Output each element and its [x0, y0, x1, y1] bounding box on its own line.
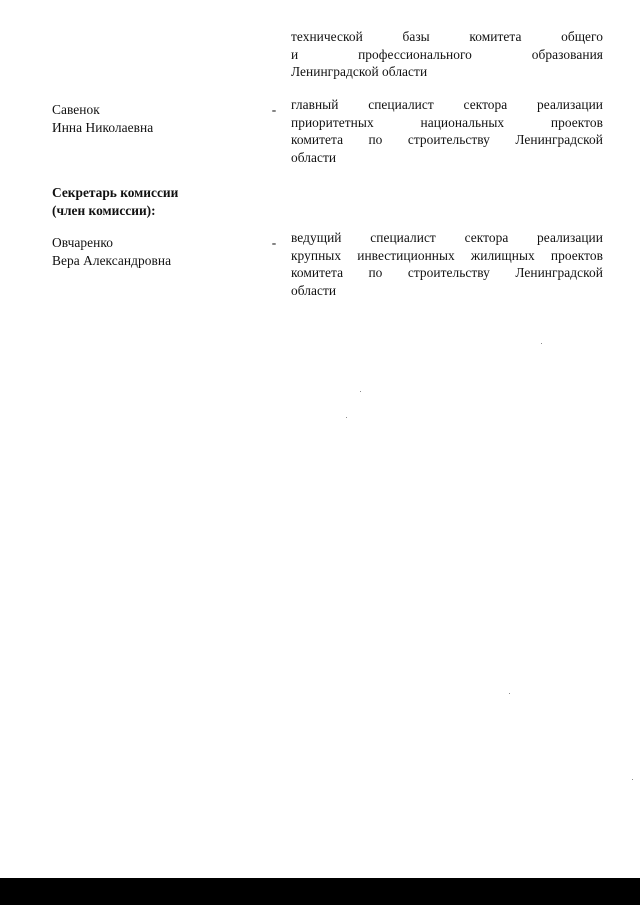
- role-line: крупных инвестиционных жилищных проектов: [291, 247, 603, 263]
- scan-speck: [632, 779, 633, 780]
- role-line: ведущий специалист сектора реализации: [291, 230, 603, 245]
- role-line: комитета по строительству Ленинградской: [291, 132, 603, 147]
- separator-dash: -: [271, 102, 277, 117]
- scan-speck: [360, 391, 361, 392]
- member-role-savenok: [291, 96, 603, 166]
- role-line: области: [291, 149, 337, 165]
- scan-speck: [541, 343, 542, 344]
- secretary-heading-line: Секретарь комиссии: [52, 185, 179, 200]
- scan-speck: [509, 693, 510, 694]
- surname: Овчаренко: [52, 235, 113, 250]
- role-line: Ленинградской области: [291, 64, 428, 79]
- given-names: Вера Александровна: [52, 252, 172, 268]
- scan-speck: [346, 417, 347, 418]
- member-role-ovcharenko: [291, 229, 603, 299]
- role-line: главный специалист сектора реализации: [291, 97, 603, 112]
- role-line: комитета по строительству Ленинградской: [291, 265, 603, 280]
- separator-dash: -: [271, 235, 277, 250]
- role-line: и профессионального образования: [291, 46, 603, 62]
- secretary-heading: [52, 184, 272, 219]
- scan-bottom-border: [0, 878, 640, 905]
- continued-role-text: [291, 28, 603, 81]
- secretary-heading-line: (член комиссии):: [52, 202, 156, 218]
- member-name-ovcharenko: [52, 234, 242, 269]
- given-names: Инна Николаевна: [52, 119, 154, 135]
- member-name-savenok: [52, 101, 242, 136]
- role-line: области: [291, 282, 337, 298]
- role-line: технической базы комитета общего: [291, 29, 603, 44]
- surname: Савенок: [52, 102, 100, 117]
- role-line: приоритетных национальных проектов: [291, 114, 603, 130]
